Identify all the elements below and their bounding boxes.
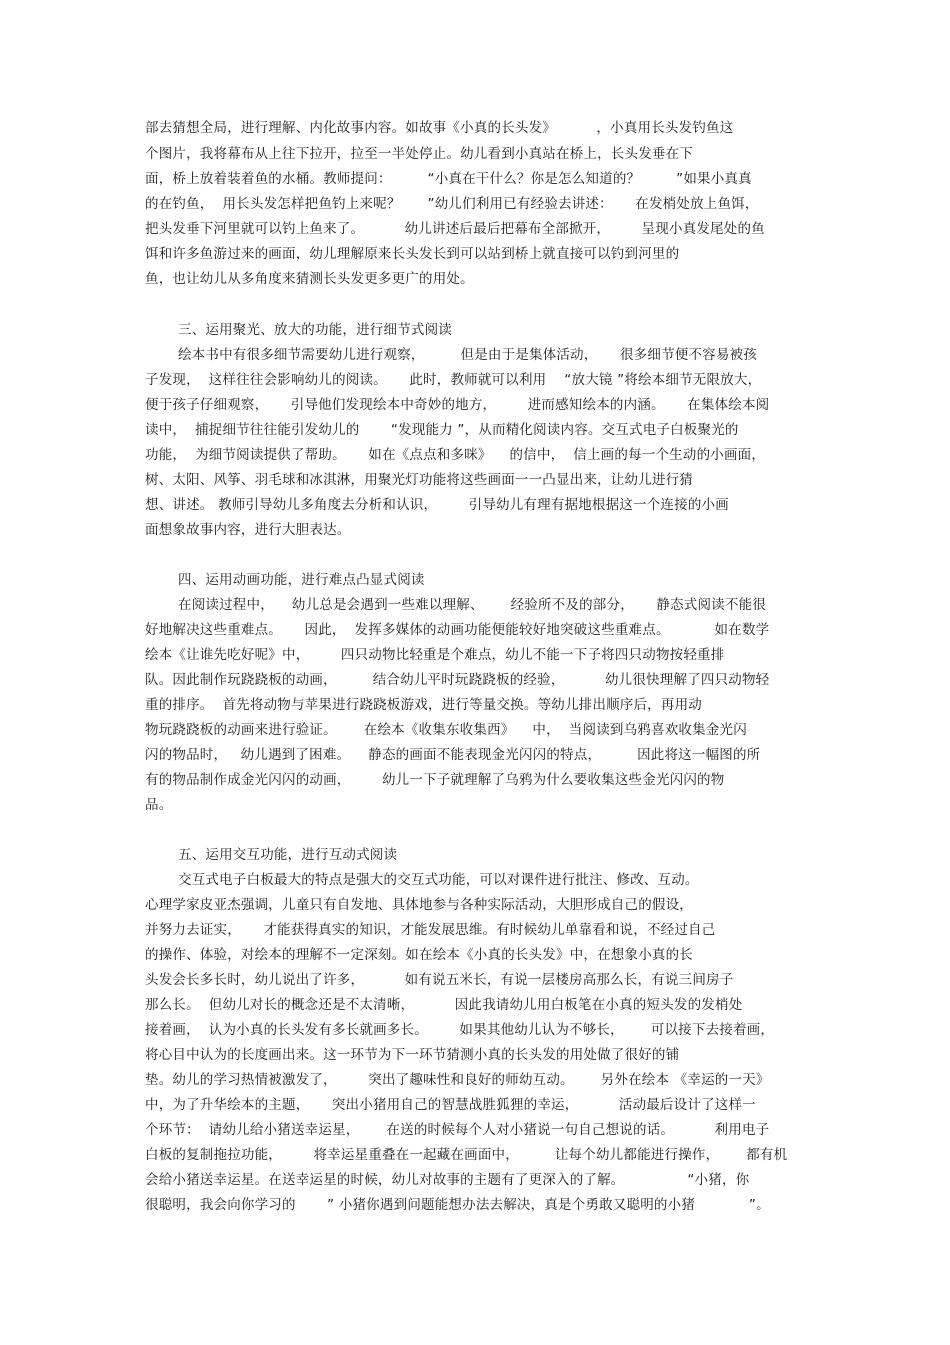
paragraph-line: 头发会长多长时，幼儿说出了许多， 如有说五米长，有说一层楼房高那么长，有说三间房子 [145,972,734,988]
paragraph-line: 闪的物品时， 幼儿遇到了困难。 静态的画面不能表现金光闪闪的特点， 因此将这一幅图的所 [145,747,761,763]
paragraph-line: 那么长。 但幼儿对长的概念还是不太清晰， 因此我请幼儿用白板笔在小真的短头发的发梢处 [145,997,743,1013]
paragraph-line: 的操作、体验，对绘本的理解不一定深刻。如在绘本《小真的长头发》中，在想象小真的长 [145,947,693,963]
section-heading: 五、运用交互功能，进行互动式阅读 [178,847,398,863]
paragraph-line: 绘本书中有很多细节需要幼儿进行观察， 但是由于是集体活动， 很多细节便不容易被孩 [178,347,757,363]
section-heading: 四、运用动画功能，进行难点凸显式阅读 [178,572,425,588]
paragraph-line: 中，为了升华绘本的主题， 突出小猪用自己的智慧战胜狐狸的幸运， 活动最后设计了这样一 [145,1097,756,1113]
paragraph-line: 读中， 捕捉细节往往能引发幼儿的 “发现能力 ”，从而精化阅读内容。交互式电子白板聚光的 [145,422,739,438]
paragraph-line: 会给小猪送幸运星。在送幸运星的时候，幼儿对故事的主题有了更深入的了解。 “小猪，你 [145,1172,750,1188]
paragraph-line: 饵和许多鱼游过来的画面，幼儿理解原来长头发长到可以站到桥上就直接可以钓到河里的 [145,246,680,262]
paragraph-line: 绘本《让谁先吃好呢》中， 四只动物比轻重是个难点，幼儿不能一下子将四只动物按轻重排 [145,647,725,663]
paragraph-line: 把头发垂下河里就可以钓上鱼来了。 幼儿讲述后最后把幕布全部掀开， 呈现小真发尾处的鱼 [145,221,765,237]
paragraph-line: 接着画， 认为小真的长头发有多长就画多长。 如果其他幼儿认为不够长， 可以接下去接着画， [145,1022,775,1038]
paragraph-line: 的在钓鱼， 用长头发怎样把鱼钓上来呢？ ”幼儿们利用已有经验去讲述： 在发梢处放上鱼饵， [145,196,759,212]
paragraph-line: 子发现， 这样往往会影响幼儿的阅读。 此时，教师就可以利用 “放大镜 ”将绘本细节无限放大， [145,372,762,388]
paragraph-line: 在阅读过程中， 幼儿总是会遇到一些难以理解、 经验所不及的部分， 静态式阅读不能很 [178,597,766,613]
paragraph-line: 便于孩子仔细观察， 引导他们发现绘本中奇妙的地方， 进而感知绘本的内涵。 在集体绘本阅 [145,397,770,413]
paragraph-line: 重的排序。 首先将动物与苹果进行跷跷板游戏，进行等量交换。等幼儿排出顺序后，再用动 [145,697,702,713]
paragraph-line: 将心目中认为的长度画出来。这一环节为下一环节猜测小真的长头发的用处做了很好的铺 [145,1047,680,1063]
paragraph-line: 白板的复制拖拉功能， 将幸运星重叠在一起藏在画面中， 让每个幼儿都能进行操作， 都有机 [145,1147,788,1163]
paragraph-line: 有的物品制作成金光闪闪的动画， 幼儿一下子就理解了乌鸦为什么要收集这些金光闪闪的物 [145,772,725,788]
paragraph-line: 面想象故事内容，进行大胆表达。 [145,522,351,538]
paragraph-line: 树、太阳、风筝、羽毛球和冰淇淋，用聚光灯功能将这些画面一一凸显出来，让幼儿进行猜 [145,472,693,488]
section-heading: 三、运用聚光、放大的功能，进行细节式阅读 [178,322,452,338]
paragraph-line: 鱼，也让幼儿从多角度来猜测长头发更多更广的用处。 [145,271,474,287]
paragraph-line: 好地解决这些重难点。 因此， 发挥多媒体的动画功能便能较好地突破这些重难点。 如在数学 [145,622,770,638]
paragraph-line: 交互式电子白板最大的特点是强大的交互式功能，可以对课件进行批注、修改、互动。 [178,872,699,888]
paragraph-line: 很聪明，我会向你学习的 ” 小猪你遇到问题能想办法去解决，真是个勇敢又聪明的小猪 ”。 [145,1197,770,1213]
paragraph-line: 心理学家皮亚杰强调，儿童只有自发地、具体地参与各种实际活动，大胆形成自己的假设， [145,897,693,913]
paragraph-line: 物玩跷跷板的动画来进行验证。 在绘本《收集东收集西》 中， 当阅读到乌鸦喜欢收集金光闪 [145,722,747,738]
paragraph-line: 垫。幼儿的学习热情被激发了， 突出了趣味性和良好的师幼互动。 另外在绘本 《幸运的一天》 [145,1072,770,1088]
paragraph-line: 个图片，我将幕布从上往下拉开，拉至一半处停止。幼儿看到小真站在桥上，长头发垂在下 [145,146,693,162]
paragraph-line: 队。因此制作玩跷跷板的动画， 结合幼儿平时玩跷跷板的经验， 幼儿很快理解了四只动物轻 [145,672,770,688]
paragraph-line: 并努力去证实， 才能获得真实的知识，才能发展思维。有时候幼儿单靠看和说，不经过自己 [145,922,716,938]
paragraph-line: 面，桥上放着装着鱼的水桶。教师提问： “小真在干什么？你是怎么知道的？ ”如果小真真 [145,171,752,187]
paragraph-line: 部去猜想全局，进行理解、内化故事内容。如故事《小真的长头发》 ，小真用长头发钓鱼这 [145,120,734,136]
paragraph-line: 个环节： 请幼儿给小猪送幸运星， 在送的时候每个人对小猪说一句自己想说的话。 利用电子 [145,1122,770,1138]
paragraph-line: 想、讲述。 教师引导幼儿多角度去分析和认识， 引导幼儿有理有据地根据这一个连接的小画 [145,497,729,513]
paragraph-line: 功能， 为细节阅读提供了帮助。 如在《点点和多咪》 的信中， 信上画的每一个生动的小画面， [145,447,766,463]
paragraph-line: 品。 [145,797,173,813]
